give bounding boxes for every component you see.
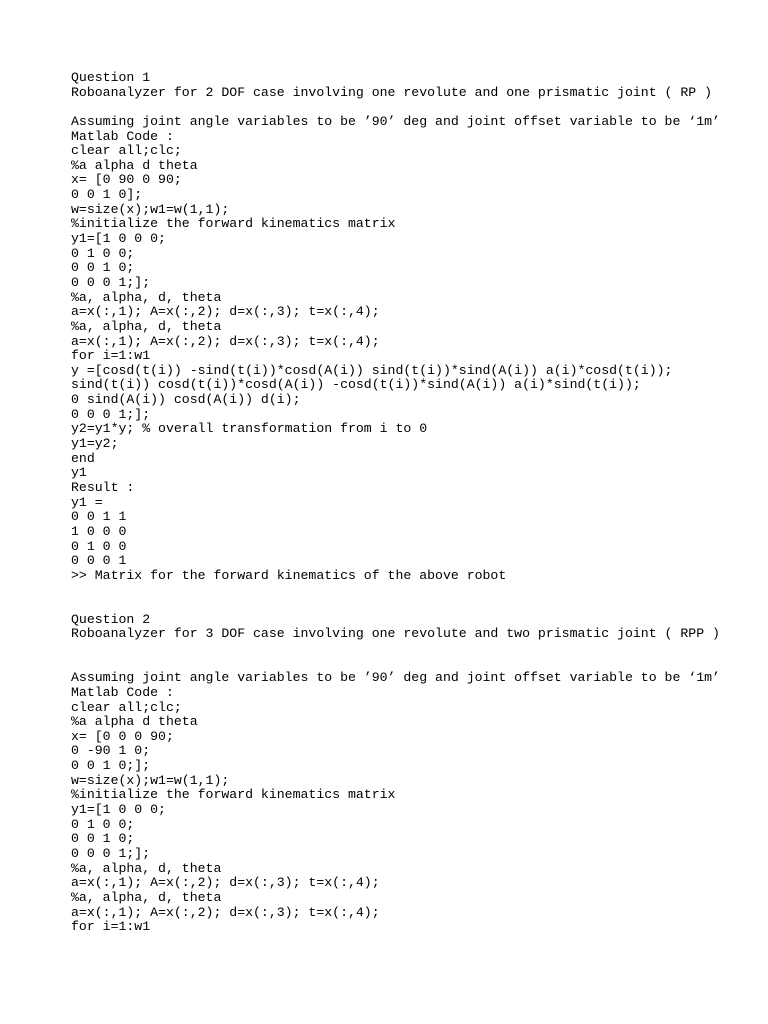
- doc-line: Question 1: [71, 70, 151, 85]
- doc-line: 0 0 1 0;: [71, 831, 135, 847]
- doc-line: x= [0 0 0 90;: [71, 728, 174, 744]
- doc-line: y2=y1*y; % overall transformation from i to 0: [71, 421, 428, 437]
- doc-line: 0 1 0 0;: [71, 245, 135, 261]
- doc-line: %a, alpha, d, theta: [71, 289, 222, 305]
- doc-line: [71, 642, 751, 657]
- doc-line: %a, alpha, d, theta: [71, 889, 222, 905]
- doc-line: y1=y2;: [71, 436, 119, 452]
- doc-line: 0 0 1 1: [71, 509, 127, 525]
- doc-line: clear all;clc;: [71, 143, 182, 159]
- doc-line: 0 0 0 1;];: [71, 406, 151, 422]
- doc-line: end: [71, 450, 95, 466]
- doc-line: 0 -90 1 0;: [71, 743, 151, 759]
- doc-line: [71, 598, 751, 613]
- doc-line: %initialize the forward kinematics matrix: [71, 216, 396, 232]
- doc-line: y1: [71, 465, 87, 481]
- doc-line: y =[cosd(t(i)) -sind(t(i))*cosd(A(i)) sind(t(i))*sind(A(i)) a(i)*cosd(t(i));: [71, 362, 673, 378]
- doc-line: x= [0 90 0 90;: [71, 172, 182, 188]
- doc-line: Matlab Code :: [71, 684, 174, 700]
- doc-line: 0 0 1 0];: [71, 187, 143, 203]
- doc-line: %a, alpha, d, theta: [71, 318, 222, 334]
- doc-line: [71, 583, 751, 598]
- doc-line: w=size(x);w1=w(1,1);: [71, 201, 230, 217]
- doc-line: Matlab Code :: [71, 128, 174, 144]
- doc-line: Assuming joint angle variables to be ’90’ deg and joint offset variable to be ‘1m’: [71, 670, 720, 686]
- doc-line: a=x(:,1); A=x(:,2); d=x(:,3); t=x(:,4);: [71, 904, 380, 920]
- doc-line: y1=[1 0 0 0;: [71, 231, 166, 247]
- doc-line: >> Matrix for the forward kinematics of the above robot: [71, 567, 507, 583]
- doc-line: 0 0 0 1;];: [71, 274, 151, 290]
- doc-line: 0 0 0 1: [71, 553, 127, 569]
- doc-line: y1=[1 0 0 0;: [71, 802, 166, 818]
- doc-line: 0 sind(A(i)) cosd(A(i)) d(i);: [71, 392, 301, 408]
- doc-line: a=x(:,1); A=x(:,2); d=x(:,3); t=x(:,4);: [71, 333, 380, 349]
- doc-line: a=x(:,1); A=x(:,2); d=x(:,3); t=x(:,4);: [71, 875, 380, 891]
- doc-line: for i=1:w1: [71, 348, 151, 364]
- doc-line: Assuming joint angle variables to be ’90’ deg and joint offset variable to be ‘1m’: [71, 113, 720, 129]
- doc-line: a=x(:,1); A=x(:,2); d=x(:,3); t=x(:,4);: [71, 304, 380, 320]
- doc-line: Question 2: [71, 611, 151, 627]
- doc-line: Roboanalyzer for 3 DOF case involving one revolute and two prismatic joint ( RPP ): [71, 626, 720, 642]
- doc-line: clear all;clc;: [71, 699, 182, 715]
- doc-line: w=size(x);w1=w(1,1);: [71, 772, 230, 788]
- doc-line: 0 0 1 0;];: [71, 758, 151, 774]
- document-page: [71, 71, 751, 935]
- doc-line: 0 0 0 1;];: [71, 845, 151, 861]
- doc-line: for i=1:w1: [71, 919, 151, 935]
- doc-line: 0 1 0 0: [71, 538, 127, 554]
- doc-line: y1 =: [71, 494, 103, 510]
- doc-line: %a alpha d theta: [71, 157, 198, 173]
- doc-line: 0 0 1 0;: [71, 260, 135, 276]
- doc-line: [71, 100, 751, 115]
- doc-line: 0 1 0 0;: [71, 816, 135, 832]
- doc-line: sind(t(i)) cosd(t(i))*cosd(A(i)) -cosd(t(i))*sind(A(i)) a(i)*sind(t(i));: [71, 377, 641, 393]
- doc-line: Result :: [71, 479, 135, 495]
- doc-line: [71, 657, 751, 672]
- doc-line: %a alpha d theta: [71, 714, 198, 730]
- doc-line: Roboanalyzer for 2 DOF case involving one revolute and one prismatic joint ( RP ): [71, 84, 713, 100]
- doc-line: %initialize the forward kinematics matrix: [71, 787, 396, 803]
- doc-line: 1 0 0 0: [71, 523, 127, 539]
- doc-line: %a, alpha, d, theta: [71, 860, 222, 876]
